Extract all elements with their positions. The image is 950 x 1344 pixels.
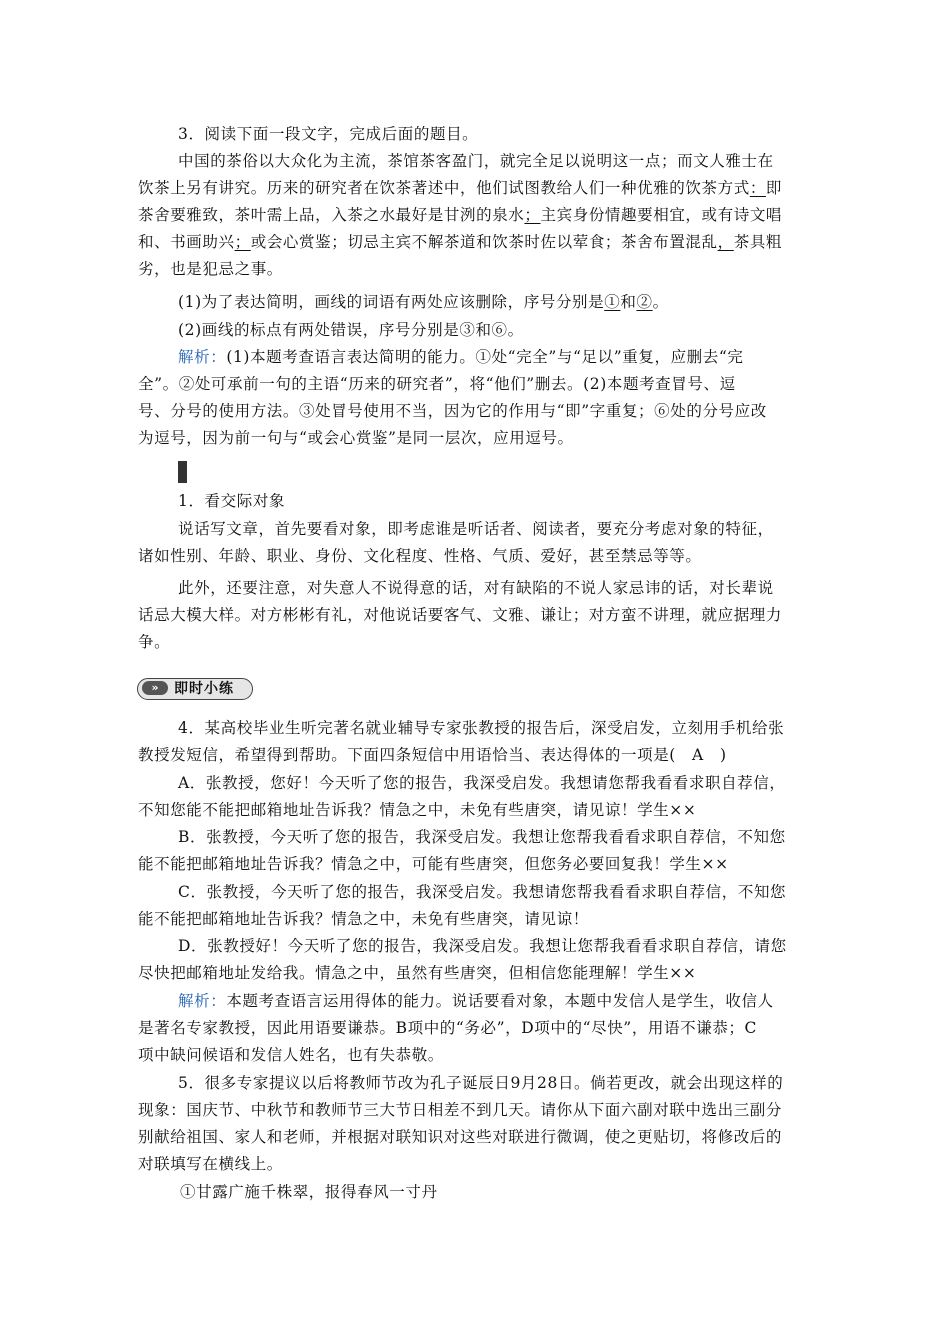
practice-tag-label: 即时小练 xyxy=(174,681,234,697)
q4-option-d: 尽快把邮箱地址发给我。情急之中，虽然有些唐突，但相信您能理解！学生×× xyxy=(138,964,697,982)
q4-option-d: D．张教授好！今天听了您的报告，我深受启发。我想让您帮我看看求职自荐信，请您 xyxy=(178,937,787,955)
q3-para-line: 劣，也是犯忌之事。 xyxy=(138,260,283,278)
q3-para-line: 和、书画助兴；或会心赏鉴；切忌主宾不解茶道和饮茶时佐以荤食；茶舍布置混乱，茶具粗 xyxy=(138,233,783,251)
q5-stem: 5．很多专家提议以后将教师节改为孔子诞辰日9月28日。倘若更改，就会出现这样的 xyxy=(178,1074,784,1092)
q3-para-line: 饮茶上另有讲究。历来的研究者在饮茶著述中，他们试图教给人们一种优雅的饮茶方式：即 xyxy=(138,179,783,197)
q3-para-line: 茶舍要雅致，茶叶需上品，入茶之水最好是甘洌的泉水；主宾身份情趣要相宜，或有诗文唱 xyxy=(138,206,783,224)
section-para-line: 说话写文章，首先要看对象，即考虑谁是听话者、阅读者，要充分考虑对象的特征， xyxy=(178,520,774,538)
q4-option-a: 不知您能不能把邮箱地址告诉我？情急之中，未免有些唐突，请见谅！学生×× xyxy=(138,801,697,819)
section-marker-bar xyxy=(178,461,187,483)
q5-stem: 别献给祖国、家人和老师，并根据对联知识对这些对联进行微调，使之更贴切，将修改后的 xyxy=(138,1128,783,1146)
underlined-punct-6: ， xyxy=(717,233,734,251)
q3-sub1: (1)为了表达简明，画线的词语有两处应该删除，序号分别是①和②。 xyxy=(178,293,669,311)
underlined-punct-3: ： xyxy=(749,179,766,197)
q4-option-b: B．张教授，今天听了您的报告，我深受启发。我想让您帮我看看求职自荐信，不知您 xyxy=(178,828,786,846)
q3-title: 3．阅读下面一段文字，完成后面的题目。 xyxy=(178,125,479,143)
double-chevron-icon: » xyxy=(142,681,168,695)
q3-analysis-line: 号、分号的使用方法。③处冒号使用不当，因为它的作用与“即”字重复；⑥处的分号应改 xyxy=(138,402,767,420)
q3-analysis-line: 为逗号，因为前一句与“或会心赏鉴”是同一层次，应用逗号。 xyxy=(138,429,574,447)
q4-analysis: 解析：本题考查语言运用得体的能力。说话要看对象，本题中发信人是学生，收信人 xyxy=(178,992,774,1010)
q4-option-c: 能不能把邮箱地址告诉我？情急之中，未免有些唐突，请见谅！ xyxy=(138,910,589,928)
q5-stem: 对联填写在横线上。 xyxy=(138,1155,283,1173)
section-para-line: 话忌大模大样。对方彬彬有礼，对他说话要客气、文雅、谦让；对方蛮不讲理，就应据理力 xyxy=(138,606,783,624)
analysis-label: 解析： xyxy=(178,992,227,1010)
q4-analysis-line: 项中缺问候语和发信人姓名，也有失恭敬。 xyxy=(138,1046,444,1064)
q4-option-b: 能不能把邮箱地址告诉我？情急之中，可能有些唐突，但您务必要回复我！学生×× xyxy=(138,855,729,873)
section-para-line: 争。 xyxy=(138,633,171,651)
q5-stem: 现象：国庆节、中秋节和教师节三大节日相差不到几天。请你从下面六副对联中选出三副分 xyxy=(138,1101,783,1119)
analysis-label: 解析： xyxy=(178,348,227,366)
q4-stem: 4．某高校毕业生听完著名就业辅导专家张教授的报告后，深受启发，立刻用手机给张 xyxy=(178,719,785,737)
q4-stem: 教授发短信，希望得到帮助。下面四条短信中用语恰当、表达得体的一项是( A ) xyxy=(138,746,727,764)
practice-tag xyxy=(137,678,253,700)
q4-analysis-line: 是著名专家教授，因此用语要谦恭。B项中的“务必”，D项中的“尽快”，用语不谦恭；C xyxy=(138,1019,757,1037)
q5-couplet-1: ①甘露广施千株翠，报得春风一寸丹 xyxy=(180,1183,438,1201)
q3-analysis: 解析：(1)本题考查语言表达简明的能力。①处“完全”与“足以”重复，应删去“完 xyxy=(178,348,744,366)
answer-1: ① xyxy=(604,293,621,311)
section-heading: 1．看交际对象 xyxy=(178,492,286,510)
underlined-punct-5: ； xyxy=(234,233,251,251)
answer-2: ② xyxy=(636,293,653,311)
section-para-line: 诸如性别、年龄、职业、身份、文化程度、性格、气质、爱好，甚至禁忌等等。 xyxy=(138,547,702,565)
q3-sub2: (2)画线的标点有两处错误，序号分别是③和⑥。 xyxy=(178,321,524,339)
q3-analysis-line: 全”。②处可承前一句的主语“历来的研究者”，将“他们”删去。(2)本题考查冒号、逗 xyxy=(138,375,736,393)
q4-option-a: A．张教授，您好！今天听了您的报告，我深受启发。我想请您帮我看看求职自荐信， xyxy=(178,774,786,792)
section-para-line: 此外，还要注意，对失意人不说得意的话，对有缺陷的不说人家忌讳的话，对长辈说 xyxy=(178,579,774,597)
q3-para-line: 中国的茶俗以大众化为主流，茶馆茶客盈门，就完全足以说明这一点；而文人雅士在 xyxy=(178,152,774,170)
q4-option-c: C．张教授，今天听了您的报告，我深受启发。我想请您帮我看看求职自荐信，不知您 xyxy=(178,883,787,901)
underlined-punct-4: ； xyxy=(524,206,541,224)
